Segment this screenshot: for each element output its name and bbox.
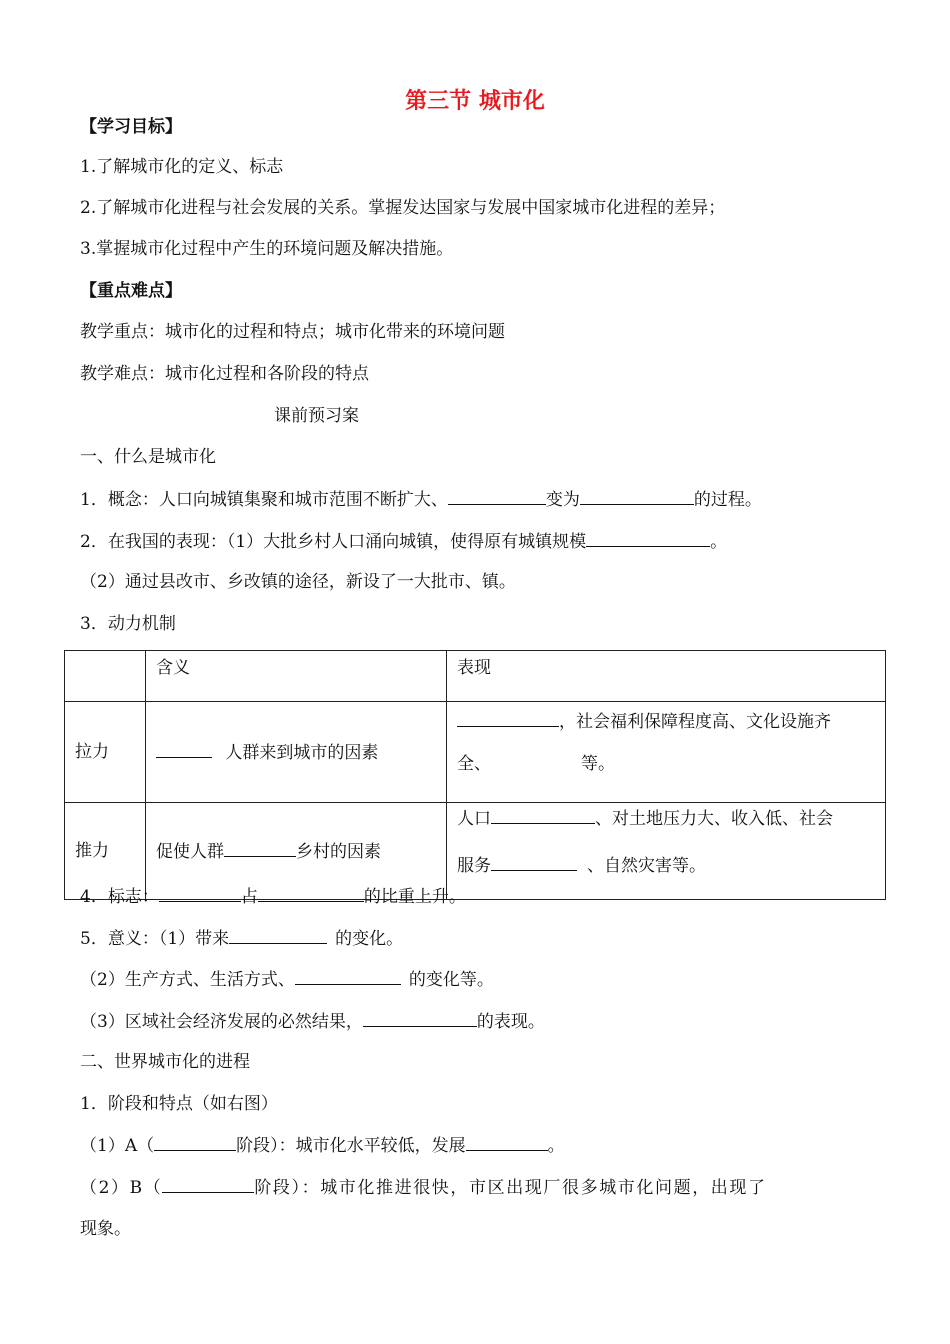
pull-performance-cell [447, 702, 886, 803]
push-perf-text-b2: 、自然灾害等。 [587, 856, 706, 876]
pull-meaning-text: 人群来到城市的因素 [225, 742, 379, 763]
push-meaning-text-b: 乡村的因素 [296, 841, 381, 862]
stage-a-line [80, 1134, 565, 1157]
concept-blank-1[interactable] [448, 488, 546, 505]
page-title: 第三节 城市化 [405, 89, 545, 114]
stages-line: 1．阶段和特点（如右图） [80, 1094, 278, 1114]
stage-b-text-b: 阶段）：城市化推进很快，市区出现厂很多城市化问题，出现了 [254, 1178, 767, 1198]
china-line-2: （2）通过县改市、乡改镇的途径，新设了一大批市、镇。 [80, 572, 516, 592]
stage-a-text-c: 。 [547, 1136, 565, 1156]
push-performance-cell [447, 803, 886, 900]
stage-b-blank[interactable] [162, 1176, 254, 1193]
pull-meaning-cell [146, 702, 447, 803]
meaning1-text-b: 的变化。 [335, 929, 404, 949]
sign-text-b: 占 [240, 887, 258, 907]
goal-item-1: 1.了解城市化的定义、标志 [80, 157, 284, 177]
meaning-line-2 [80, 968, 494, 991]
learning-goals-heading: 【学习目标】 [80, 117, 182, 137]
push-meaning-blank[interactable] [224, 840, 296, 857]
goal-item-3: 3.掌握城市化过程中产生的环境问题及解决措施。 [80, 239, 454, 259]
stage-b-text-a: （2）B（ [80, 1178, 163, 1198]
stage-b-line [80, 1176, 767, 1199]
sign-blank-1[interactable] [159, 885, 241, 902]
concept-text-c: 的过程。 [693, 490, 762, 510]
meaning2-blank[interactable] [295, 968, 401, 985]
china-text-a: 2．在我国的表现：（1）大批乡村人口涌向城镇，使得原有城镇规模 [80, 532, 587, 552]
key-points-heading: 【重点难点】 [80, 281, 182, 301]
meaning3-text-a: （3）区域社会经济发展的必然结果， [80, 1012, 363, 1032]
concept-text-b: 变为 [545, 490, 580, 510]
meaning-line-1 [80, 927, 403, 950]
push-perf-blank-1[interactable] [491, 807, 595, 824]
pull-meaning-blank[interactable] [156, 741, 212, 758]
push-meaning-text-a: 促使人群 [156, 841, 224, 862]
concept-line [80, 488, 762, 511]
meaning2-text-a: （2）生产方式、生活方式、 [80, 970, 295, 990]
sign-text-a: 4．标志： [80, 887, 159, 907]
stage-a-text-a: （1）A（ [80, 1136, 155, 1156]
mechanism-heading: 3．动力机制 [80, 614, 176, 634]
sign-blank-2[interactable] [258, 885, 364, 902]
push-perf-text-a2: 、对土地压力大、收入低、社会 [595, 809, 833, 829]
stage-b-line-cont: 现象。 [80, 1219, 131, 1239]
push-perf-text-a1: 人口 [457, 809, 491, 829]
push-perf-blank-2[interactable] [491, 854, 577, 871]
push-perf-text-b1: 服务 [457, 856, 491, 876]
stage-a-text-b: 阶段）：城市化水平较低，发展 [236, 1136, 466, 1156]
china-blank[interactable] [586, 530, 710, 547]
goal-item-2: 2.了解城市化进程与社会发展的关系。掌握发达国家与发展中国家城市化进程的差异； [80, 198, 726, 218]
sign-line [80, 885, 466, 908]
china-text-b: 。 [710, 532, 728, 552]
meaning1-blank[interactable] [229, 927, 327, 944]
preview-title: 课前预习案 [274, 406, 359, 426]
pull-perf-blank-1[interactable] [457, 710, 559, 727]
section1-heading: 一、什么是城市化 [80, 447, 216, 467]
meaning2-text-b: 的变化等。 [408, 970, 494, 990]
meaning1-text-a: 5．意义：（1）带来 [80, 929, 230, 949]
push-label: 推力 [65, 803, 146, 900]
table-row-pull [65, 702, 886, 803]
pull-label: 拉力 [65, 702, 146, 803]
pull-perf-text-a: ，社会福利保障程度高、文化设施齐 [559, 712, 831, 732]
concept-text-a: 1．概念：人口向城镇集聚和城市范围不断扩大、 [80, 490, 448, 510]
mechanism-table [64, 650, 886, 900]
meaning3-text-b: 的表现。 [476, 1012, 545, 1032]
pull-perf-text-b1: 全、 [457, 754, 491, 774]
sign-text-c: 的比重上升。 [363, 887, 466, 907]
china-line [80, 530, 727, 553]
meaning3-blank[interactable] [363, 1010, 477, 1027]
table-corner-cell [65, 651, 146, 702]
meaning-line-3 [80, 1010, 545, 1033]
concept-blank-2[interactable] [580, 488, 694, 505]
stage-a-blank-2[interactable] [466, 1134, 548, 1151]
teaching-focus: 教学重点：城市化的过程和特点；城市化带来的环境问题 [80, 322, 505, 342]
header-meaning: 含义 [146, 651, 447, 702]
stage-a-blank-1[interactable] [154, 1134, 236, 1151]
teaching-difficulty: 教学难点：城市化过程和各阶段的特点 [80, 364, 369, 384]
pull-perf-text-b2: 等。 [581, 754, 615, 774]
section2-heading: 二、世界城市化的进程 [80, 1052, 250, 1072]
header-performance: 表现 [447, 651, 886, 702]
table-header-row [65, 651, 886, 702]
